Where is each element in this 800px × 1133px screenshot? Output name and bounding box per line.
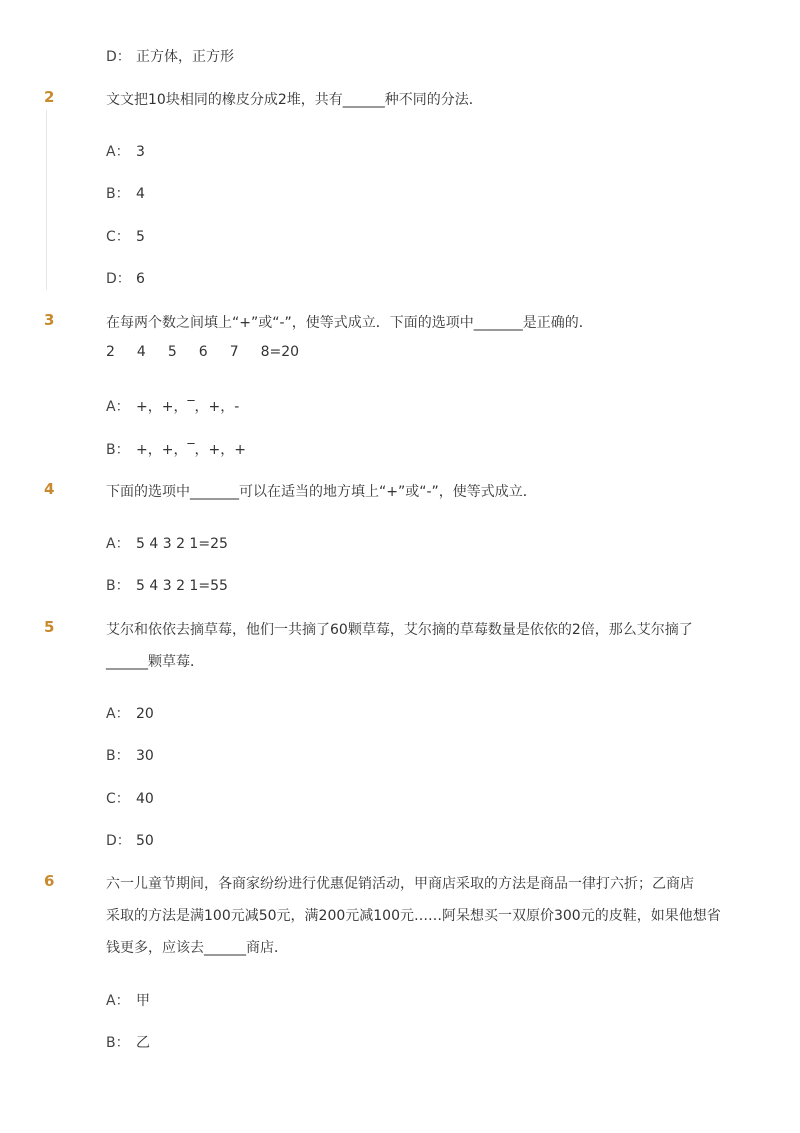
option-d — [106, 46, 234, 66]
option-text: 5 4 3 2 1=55 — [136, 578, 228, 594]
option-label: B： — [106, 578, 130, 594]
question-number: 6 — [44, 872, 55, 890]
expression-term: 8=20 — [260, 344, 300, 360]
question-number: 3 — [44, 311, 55, 329]
option-label: A： — [106, 144, 130, 160]
option-b — [106, 745, 154, 765]
option-text: 6 — [136, 271, 145, 287]
option-a — [106, 141, 145, 161]
option-text: 5 4 3 2 1=25 — [136, 536, 228, 552]
option-text: 3 — [136, 144, 145, 160]
question-text: 在每两个数之间填上“+”或“-”，使等式成立．下面的选项中_______是正确的． — [106, 315, 593, 331]
question-text: 采取的方法是满100元减50元，满200元减100元……阿呆想买一双原价300元的皮鞋，如果他想省 — [106, 908, 721, 924]
option-label: B： — [106, 186, 130, 202]
question-number: 4 — [44, 480, 55, 498]
expression-term: 4 — [136, 344, 146, 360]
option-label: B： — [106, 748, 130, 764]
option-text: 乙 — [136, 1035, 150, 1051]
expression-term: 7 — [229, 344, 239, 360]
option-d — [106, 268, 145, 288]
question-expression — [106, 344, 321, 360]
option-label: B： — [106, 442, 130, 458]
option-text: +，+，‾，+，- — [136, 399, 240, 415]
question-text: ______颗草莓． — [106, 654, 204, 670]
option-label: D： — [106, 49, 131, 65]
expression-term: 2 — [106, 344, 115, 360]
option-text: +，+，‾，+，+ — [136, 442, 246, 458]
question-number: 5 — [44, 618, 55, 636]
option-text: 正方体，正方形 — [136, 49, 234, 65]
question-text: 六一儿童节期间，各商家纷纷进行优惠促销活动，甲商店采取的方法是商品一律打六折；乙商店 — [106, 876, 694, 892]
option-label: C： — [106, 791, 130, 807]
option-label: D： — [106, 833, 131, 849]
option-text: 30 — [136, 748, 154, 764]
option-label: A： — [106, 399, 130, 415]
question-text: 艾尔和依依去摘草莓，他们一共摘了60颗草莓，艾尔摘的草莓数量是依依的2倍，那么艾尔摘了 — [106, 622, 693, 638]
option-a — [106, 396, 239, 416]
option-b — [106, 439, 246, 459]
option-a — [106, 990, 150, 1010]
option-c — [106, 788, 154, 808]
option-d — [106, 830, 154, 850]
option-label: D： — [106, 271, 131, 287]
question-text: 文文把10块相同的橡皮分成2堆，共有______种不同的分法． — [106, 92, 483, 108]
option-c — [106, 226, 145, 246]
expression-term: 5 — [167, 344, 177, 360]
option-b — [106, 575, 228, 595]
option-label: C： — [106, 229, 130, 245]
question-number: 2 — [44, 88, 55, 106]
expression-term: 6 — [198, 344, 208, 360]
option-text: 40 — [136, 791, 154, 807]
option-label: A： — [106, 993, 130, 1009]
option-text: 50 — [136, 833, 154, 849]
question-text: 下面的选项中_______可以在适当的地方填上“+”或“-”，使等式成立． — [106, 484, 537, 500]
question-divider — [46, 110, 47, 290]
option-text: 20 — [136, 706, 154, 722]
option-label: B： — [106, 1035, 130, 1051]
option-a — [106, 703, 154, 723]
option-b — [106, 183, 145, 203]
option-text: 4 — [136, 186, 145, 202]
option-a — [106, 533, 228, 553]
question-text: 钱更多，应该去______商店． — [106, 940, 288, 956]
option-text: 甲 — [136, 993, 150, 1009]
option-label: A： — [106, 536, 130, 552]
option-b — [106, 1032, 150, 1052]
option-text: 5 — [136, 229, 145, 245]
option-label: A： — [106, 706, 130, 722]
